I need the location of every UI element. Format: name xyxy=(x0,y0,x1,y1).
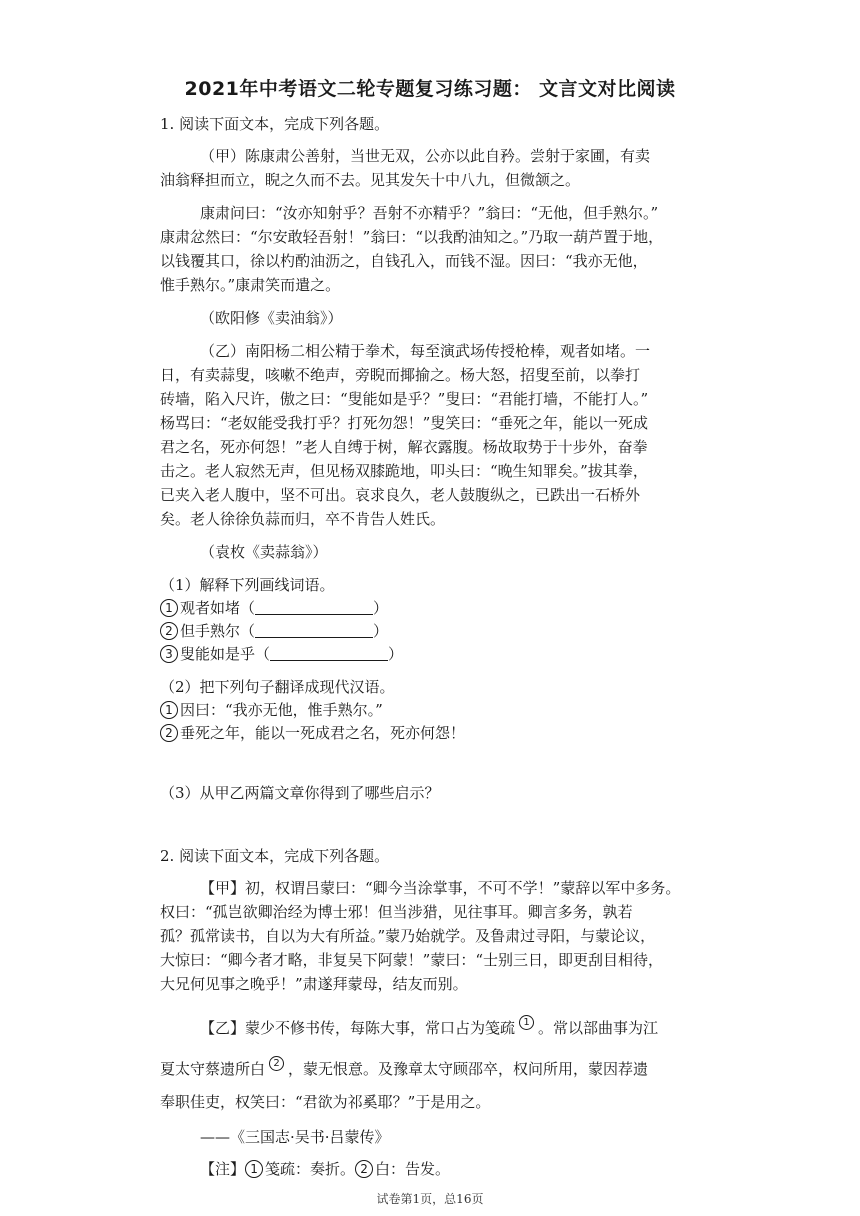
footnote-mark-2: 2 xyxy=(269,1056,284,1071)
q1-yi-line: （乙）南阳杨二相公精于拳术，每至演武场传授枪棒，观者如堵。一 xyxy=(200,342,651,360)
q1-sub1-item xyxy=(160,620,388,642)
circled-number-2: 2 xyxy=(160,622,178,640)
close-paren: ） xyxy=(373,599,389,617)
q2-jia-line: 大兄何见事之晚乎！”肃遂拜蒙母，结友而别。 xyxy=(160,975,468,993)
q1-yi-line: 矣。老人徐徐负蒜而归，卒不肯告人姓氏。 xyxy=(160,510,446,528)
item-text: 观者如堵（ xyxy=(180,599,256,617)
q2-yi-line xyxy=(160,1056,648,1080)
q1-sub2-item xyxy=(160,722,465,744)
q2-intro: 2. 阅读下面文本，完成下列各题。 xyxy=(160,847,390,865)
q1-jia2-line: 惟手熟尔。”康肃笑而遣之。 xyxy=(160,276,341,294)
note-text: 白：告发。 xyxy=(375,1160,451,1178)
q1-sub3-heading: （3）从甲乙两篇文章你得到了哪些启示？ xyxy=(160,784,440,802)
q1-sub1-heading: （1）解释下列画线词语。 xyxy=(160,576,335,594)
q1-jia-source: （欧阳修《卖油翁》） xyxy=(200,309,343,327)
q1-yi-line: 击之。老人寂然无声，但见杨双膝跪地，叩头曰：“晚生知罪矣。”拔其拳， xyxy=(160,462,648,480)
yi-text: 【乙】蒙少不修书传，每陈大事，常口占为笺疏 xyxy=(200,1019,516,1037)
q2-yi-line xyxy=(200,1015,658,1039)
q1-jia2-line: 康肃问曰：“汝亦知射乎？吾射不亦精乎？”翁曰：“无他，但手熟尔。” xyxy=(200,204,659,222)
q1-jia-line: 油翁释担而立，睨之久而不去。见其发矢十中八九，但微颔之。 xyxy=(160,171,581,189)
q2-jia-line: 【甲】初，权谓吕蒙曰：“卿今当涂掌事，不可不学！”蒙辞以军中多务。 xyxy=(200,879,681,897)
answer-blank[interactable] xyxy=(255,600,373,615)
q1-jia-line: （甲）陈康肃公善射，当世无双，公亦以此自矜。尝射于家圃，有卖 xyxy=(200,147,651,165)
yi-text: 夏太守蔡遗所白 xyxy=(160,1060,266,1078)
circled-number-2: 2 xyxy=(160,724,178,742)
q1-yi-line: 日，有卖蒜叟，咳嗽不绝声，旁睨而揶揄之。杨大怒，招叟至前，以拳打 xyxy=(160,366,641,384)
circled-number-2: 2 xyxy=(355,1160,373,1178)
q2-jia-line: 大惊曰：“卿今者才略，非复吴下阿蒙！”蒙曰：“士别三日，即更刮目相待， xyxy=(160,951,664,969)
q1-sub2-heading: （2）把下列句子翻译成现代汉语。 xyxy=(160,678,395,696)
q2-jia-line: 孤？孤常读书，自以为大有所益。”蒙乃始就学。及鲁肃过寻阳，与蒙论议， xyxy=(160,927,656,945)
footnote-mark-1: 1 xyxy=(519,1015,534,1030)
q1-intro: 1. 阅读下面文本，完成下列各题。 xyxy=(160,115,390,133)
yi-text: ，蒙无恨意。及豫章太守顾邵卒，权问所用，蒙因荐遗 xyxy=(288,1060,649,1078)
q1-jia2-line: 以钱覆其口，徐以杓酌油沥之，自钱孔入，而钱不湿。因曰：“我亦无他， xyxy=(160,252,648,270)
q1-yi-line: 杨骂曰：“老奴能受我打乎？打死勿怨！”叟笑曰：“垂死之年，能以一死成 xyxy=(160,414,649,432)
q1-jia2-line: 康肃忿然曰：“尔安敢轻吾射！”翁曰：“以我酌油知之。”乃取一葫芦置于地， xyxy=(160,228,664,246)
q2-note xyxy=(200,1158,450,1180)
circled-number-1: 1 xyxy=(160,599,178,617)
item-text: 垂死之年，能以一死成君之名，死亦何怨！ xyxy=(180,724,466,742)
item-text: 叟能如是乎（ xyxy=(180,645,271,663)
item-text: 因曰：“我亦无他，惟手熟尔。” xyxy=(180,701,383,719)
q1-yi-line: 砖墙，陷入尺许，傲之曰：“叟能如是乎？”叟曰：“君能打墙，不能打人。” xyxy=(160,390,649,408)
close-paren: ） xyxy=(373,622,389,640)
q2-yi-line: 奉职佳吏，权笑曰：“君欲为祁奚耶？”于是用之。 xyxy=(160,1093,491,1111)
page-title: 2021年中考语文二轮专题复习练习题： 文言文对比阅读 xyxy=(184,78,676,100)
q2-source: ——《三国志·吴书·吕蒙传》 xyxy=(200,1128,390,1146)
q1-sub1-item xyxy=(160,643,403,665)
q1-sub2-item xyxy=(160,699,383,721)
note-text: 笺疏：奏折。 xyxy=(265,1160,356,1178)
close-paren: ） xyxy=(388,645,404,663)
q2-jia-line: 权曰：“孤岂欲卿治经为博士邪！但当涉猎，见往事耳。卿言多务，孰若 xyxy=(160,903,633,921)
q1-yi-source: （袁枚《卖蒜翁》） xyxy=(200,543,328,561)
page-footer: 试卷第1页，总16页 xyxy=(376,1192,484,1206)
circled-number-3: 3 xyxy=(160,645,178,663)
circled-number-1: 1 xyxy=(245,1160,263,1178)
yi-text: 。常以部曲事为江 xyxy=(538,1019,659,1037)
answer-blank[interactable] xyxy=(255,623,373,638)
q1-sub1-item xyxy=(160,597,388,619)
answer-blank[interactable] xyxy=(270,646,388,661)
q1-yi-line: 已夹入老人腹中，坚不可出。哀求良久，老人鼓腹纵之，已跌出一石桥外 xyxy=(160,486,641,504)
item-text: 但手熟尔（ xyxy=(180,622,256,640)
note-label: 【注】 xyxy=(200,1160,246,1178)
circled-number-1: 1 xyxy=(160,701,178,719)
q1-yi-line: 君之名，死亦何怨！”老人自缚于树，解衣露腹。杨故取势于十步外，奋拳 xyxy=(160,438,648,456)
